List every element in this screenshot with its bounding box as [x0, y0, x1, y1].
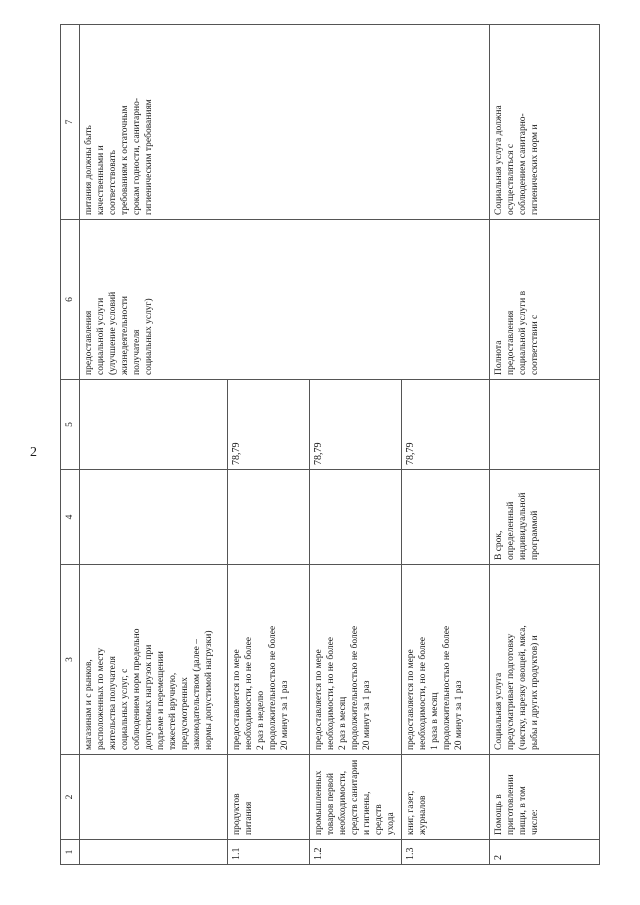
table-cell: 1.1	[228, 840, 310, 865]
table-cell: 78,79	[402, 380, 490, 470]
table-cell: 2	[490, 840, 600, 865]
table-cell	[402, 470, 490, 565]
table-cell	[228, 470, 310, 565]
column-header: 7	[61, 25, 80, 220]
column-header: 5	[61, 380, 80, 470]
table-row	[490, 25, 600, 865]
services-table	[60, 24, 600, 865]
table-cell: В срок, определенный индивидуальной программой	[490, 470, 600, 565]
column-header: 6	[61, 220, 80, 380]
table-row	[80, 25, 228, 865]
table-cell: 78,79	[310, 380, 402, 470]
table-cell	[80, 840, 228, 865]
table-cell	[80, 470, 228, 565]
table-cell: 1.3	[402, 840, 490, 865]
table-header-row	[61, 25, 80, 865]
column-header: 1	[61, 840, 80, 865]
table-cell: Социальная услуга предусматривает подготовку (чистку, нарезку овощей, мяса, рыбы и других продуктов) и	[490, 565, 600, 755]
table-cell: питания должны быть качественными и соответствовать требованиям к остаточным срокам годности, санитарно- гигиеническим требованиям	[80, 25, 490, 220]
table-cell: промышленных товаров первой необходимости, средств санитарии и гигиены, средств ухода	[310, 755, 402, 840]
table-cell: предоставляется по мере необходимости, но не более 2 раз в неделю продолжительностью не более 20 минут за 1 раз	[228, 565, 310, 755]
table-cell: предоставляется по мере необходимости, но не более 1 раза в месяц продолжительностью не более 20 минут за 1 раз	[402, 565, 490, 755]
table-cell: книг, газет, журналов	[402, 755, 490, 840]
table-cell	[80, 755, 228, 840]
page-number: 2	[30, 445, 37, 460]
table-cell: магазинам и с рынков, расположенных по месту жительства получателя социальных услуг, с соблюдением норм предельно допустимых нагрузок при подъеме и перемещении тяжестей вручную, предусмотренных законодательством (далее – нормы допустимой нагрузки)	[80, 565, 228, 755]
table-cell: предоставляется по мере необходимости, но не более 2 раз в месяц продолжительностью не более 20 минут за 1 раз	[310, 565, 402, 755]
table-cell: Полнота предоставления социальной услуги в соответствии с	[490, 220, 600, 380]
column-header: 2	[61, 755, 80, 840]
column-header: 3	[61, 565, 80, 755]
column-header: 4	[61, 470, 80, 565]
table-cell: Социальная услуга должна осуществляться с соблюдением санитарно- гигиенических норм и	[490, 25, 600, 220]
table-cell: продуктов питания	[228, 755, 310, 840]
table-cell	[310, 470, 402, 565]
table-cell: предоставления социальной услуги (улучшение условий жизнедеятельности получателя социальных услуг)	[80, 220, 490, 380]
table-cell: 1.2	[310, 840, 402, 865]
rotated-table-wrapper	[60, 25, 600, 865]
table-cell	[80, 380, 228, 470]
table-cell: Помощь в приготовлении пищи, в том числе:	[490, 755, 600, 840]
table-cell	[490, 380, 600, 470]
table-cell: 78,79	[228, 380, 310, 470]
